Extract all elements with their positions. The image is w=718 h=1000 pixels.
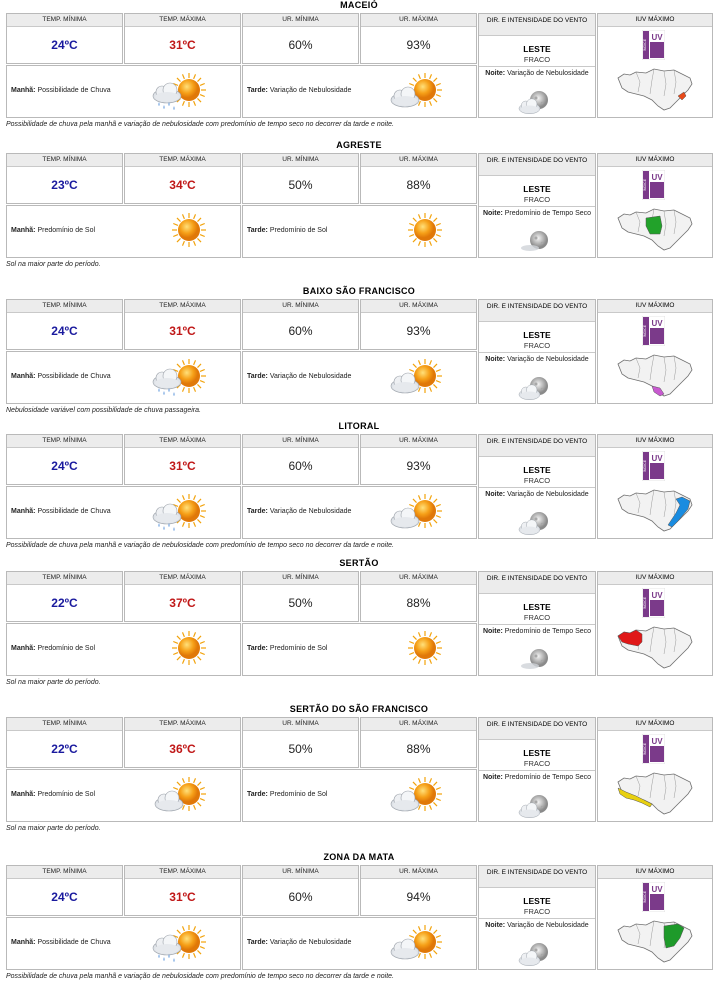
alagoas-map-icon	[616, 487, 694, 533]
afternoon-weather-icon	[387, 630, 447, 670]
afternoon-forecast	[247, 87, 351, 94]
night-forecast	[482, 627, 592, 636]
afternoon-label: Tarde:	[247, 227, 268, 234]
afternoon-forecast	[247, 791, 327, 798]
temp-max-cell	[124, 299, 241, 350]
humidity-min-cell	[242, 865, 359, 916]
afternoon-forecast	[247, 373, 351, 380]
night-icon	[517, 374, 555, 400]
morning-text: Possibilidade de Chuva	[37, 373, 111, 380]
svg-text:ÍNDICE: ÍNDICE	[643, 596, 647, 610]
humidity-max-header: UR. MÁXIMA	[361, 14, 476, 27]
uv-header: IUV MÁXIMO	[598, 866, 712, 879]
afternoon-cell	[242, 769, 477, 822]
temp-min-value: 24ºC	[51, 889, 78, 904]
uv-index-icon	[642, 882, 665, 912]
alagoas-map-icon	[616, 624, 694, 670]
night-text: Predomínio de Tempo Seco	[504, 628, 592, 635]
afternoon-text: Predomínio de Sol	[269, 645, 328, 652]
night-label: Noite:	[482, 210, 503, 217]
morning-text: Predomínio de Sol	[37, 645, 96, 652]
afternoon-text: Variação de Nebulosidade	[269, 508, 352, 515]
svg-text:ÍNDICE: ÍNDICE	[643, 324, 647, 338]
uv-cell	[597, 153, 713, 258]
alagoas-map-icon	[616, 352, 694, 398]
humidity-min-value: 60%	[288, 458, 313, 473]
svg-text:ÍNDICE: ÍNDICE	[643, 38, 647, 52]
humidity-min-value: 60%	[288, 323, 313, 338]
uv-header: IUV MÁXIMO	[598, 300, 712, 313]
svg-text:UV: UV	[651, 173, 663, 182]
afternoon-label: Tarde:	[247, 508, 268, 515]
region-summary: Possibilidade de chuva pela manhã e variação de nebulosidade com predomínio de tempo seco no decorrer da tarde e noite.	[6, 973, 394, 980]
uv-header: IUV MÁXIMO	[598, 718, 712, 731]
wind-night-cell	[478, 299, 596, 404]
morning-label: Manhã:	[11, 227, 36, 234]
temp-max-header: TEMP. MÁXIMA	[125, 572, 240, 585]
region-title: LITORAL	[338, 421, 380, 431]
temp-max-value: 37ºC	[169, 595, 196, 610]
humidity-max-cell	[360, 434, 477, 485]
wind-direction: LESTE	[523, 330, 551, 340]
humidity-min-value: 60%	[288, 37, 313, 52]
humidity-min-header: UR. MÍNIMA	[243, 866, 358, 879]
wind-direction: LESTE	[523, 748, 551, 758]
wind-direction: LESTE	[523, 602, 551, 612]
afternoon-label: Tarde:	[247, 645, 268, 652]
afternoon-cell	[242, 205, 477, 258]
afternoon-weather-icon	[387, 493, 447, 533]
wind-direction: LESTE	[523, 465, 551, 475]
morning-label: Manhã:	[11, 508, 36, 515]
wind-night-cell	[478, 717, 596, 822]
night-text: Predomínio de Tempo Seco	[504, 774, 592, 781]
wind-direction: LESTE	[523, 896, 551, 906]
svg-text:ÍNDICE: ÍNDICE	[643, 459, 647, 473]
svg-text:ÍNDICE: ÍNDICE	[643, 178, 647, 192]
morning-cell	[6, 65, 241, 118]
humidity-max-header: UR. MÁXIMA	[361, 154, 476, 167]
region-summary: Sol na maior parte do período.	[6, 679, 101, 686]
uv-header: IUV MÁXIMO	[598, 154, 712, 167]
afternoon-label: Tarde:	[247, 939, 268, 946]
night-label: Noite:	[485, 70, 506, 77]
svg-text:UV: UV	[651, 454, 663, 463]
morning-label: Manhã:	[11, 87, 36, 94]
temp-min-value: 24ºC	[51, 458, 78, 473]
humidity-max-value: 93%	[406, 37, 431, 52]
night-forecast	[482, 773, 592, 782]
svg-text:UV: UV	[651, 33, 663, 42]
wind-intensity: FRACO	[523, 613, 551, 622]
wind-header: DIR. E INTENSIDADE DO VENTO	[479, 866, 595, 888]
afternoon-weather-icon	[387, 212, 447, 252]
humidity-min-cell	[242, 717, 359, 768]
wind-header: DIR. E INTENSIDADE DO VENTO	[479, 572, 595, 594]
afternoon-forecast	[247, 939, 351, 946]
wind-night-cell	[478, 434, 596, 539]
afternoon-label: Tarde:	[247, 87, 268, 94]
uv-cell	[597, 434, 713, 539]
morning-cell	[6, 623, 241, 676]
afternoon-label: Tarde:	[247, 373, 268, 380]
morning-weather-icon	[151, 358, 211, 398]
afternoon-weather-icon	[387, 72, 447, 112]
night-text: Variação de Nebulosidade	[507, 356, 589, 363]
wind-night-cell	[478, 571, 596, 676]
temp-min-header: TEMP. MÍNIMA	[7, 866, 122, 879]
uv-index-icon	[642, 588, 665, 618]
afternoon-weather-icon	[387, 776, 447, 816]
humidity-min-cell	[242, 571, 359, 622]
svg-text:UV: UV	[651, 737, 663, 746]
wind-direction: LESTE	[523, 44, 551, 54]
temp-max-cell	[124, 153, 241, 204]
morning-weather-icon	[151, 776, 211, 816]
uv-header: IUV MÁXIMO	[598, 572, 712, 585]
night-label: Noite:	[485, 491, 506, 498]
afternoon-weather-icon	[387, 358, 447, 398]
alagoas-map-icon	[616, 206, 694, 252]
temp-min-header: TEMP. MÍNIMA	[7, 14, 122, 27]
region-title: SERTÃO	[339, 558, 379, 568]
temp-min-header: TEMP. MÍNIMA	[7, 572, 122, 585]
region-title: SERTÃO DO SÃO FRANCISCO	[289, 704, 429, 714]
humidity-min-value: 50%	[288, 177, 313, 192]
region-summary: Possibilidade de chuva pela manhã e variação de nebulosidade com predomínio de tempo seco no decorrer da tarde e noite.	[6, 121, 394, 128]
uv-header: IUV MÁXIMO	[598, 435, 712, 448]
region-title: AGRESTE	[336, 140, 382, 150]
wind-intensity: FRACO	[523, 341, 551, 350]
temp-max-value: 31ºC	[169, 37, 196, 52]
morning-forecast	[11, 645, 95, 652]
alagoas-map-icon	[616, 66, 694, 112]
wind-direction: LESTE	[523, 184, 551, 194]
region-summary: Nebulosidade variável com possibilidade de chuva passageira.	[6, 407, 201, 414]
night-text: Predomínio de Tempo Seco	[504, 210, 592, 217]
temp-max-value: 34ºC	[169, 177, 196, 192]
morning-label: Manhã:	[11, 645, 36, 652]
uv-cell	[597, 717, 713, 822]
temp-max-cell	[124, 434, 241, 485]
humidity-min-header: UR. MÍNIMA	[243, 718, 358, 731]
morning-forecast	[11, 87, 111, 94]
afternoon-text: Variação de Nebulosidade	[269, 87, 352, 94]
svg-text:UV: UV	[651, 319, 663, 328]
night-label: Noite:	[482, 628, 503, 635]
humidity-max-value: 88%	[406, 741, 431, 756]
night-label: Noite:	[482, 774, 503, 781]
morning-weather-icon	[151, 212, 211, 252]
temp-max-header: TEMP. MÁXIMA	[125, 866, 240, 879]
wind-night-cell	[478, 13, 596, 118]
morning-label: Manhã:	[11, 373, 36, 380]
uv-cell	[597, 571, 713, 676]
temp-min-header: TEMP. MÍNIMA	[7, 300, 122, 313]
region-summary: Possibilidade de chuva pela manhã e variação de nebulosidade com predomínio de tempo seco no decorrer da tarde e noite.	[6, 542, 394, 549]
region-title: BAIXO SÃO FRANCISCO	[302, 286, 416, 296]
wind-intensity: FRACO	[523, 759, 551, 768]
humidity-min-cell	[242, 13, 359, 64]
temp-min-cell	[6, 571, 123, 622]
morning-cell	[6, 917, 241, 970]
humidity-max-cell	[360, 865, 477, 916]
wind-header: DIR. E INTENSIDADE DO VENTO	[479, 300, 595, 322]
temp-min-cell	[6, 865, 123, 916]
alagoas-map-icon	[616, 770, 694, 816]
humidity-min-header: UR. MÍNIMA	[243, 154, 358, 167]
temp-min-cell	[6, 717, 123, 768]
uv-cell	[597, 13, 713, 118]
night-forecast	[482, 921, 592, 930]
temp-max-cell	[124, 13, 241, 64]
morning-cell	[6, 205, 241, 258]
wind-header: DIR. E INTENSIDADE DO VENTO	[479, 435, 595, 457]
morning-forecast	[11, 939, 111, 946]
morning-text: Predomínio de Sol	[37, 791, 96, 798]
uv-cell	[597, 865, 713, 970]
humidity-max-value: 88%	[406, 595, 431, 610]
region-summary: Sol na maior parte do período.	[6, 825, 101, 832]
morning-forecast	[11, 373, 111, 380]
afternoon-text: Variação de Nebulosidade	[269, 373, 352, 380]
night-icon	[517, 792, 555, 818]
afternoon-cell	[242, 917, 477, 970]
temp-min-value: 23ºC	[51, 177, 78, 192]
temp-max-cell	[124, 865, 241, 916]
afternoon-cell	[242, 65, 477, 118]
morning-text: Possibilidade de Chuva	[37, 508, 111, 515]
wind-intensity: FRACO	[523, 476, 551, 485]
afternoon-forecast	[247, 508, 351, 515]
afternoon-text: Predomínio de Sol	[269, 227, 328, 234]
morning-forecast	[11, 508, 111, 515]
morning-cell	[6, 351, 241, 404]
svg-text:UV: UV	[651, 885, 663, 894]
night-text: Variação de Nebulosidade	[507, 491, 589, 498]
temp-min-value: 24ºC	[51, 323, 78, 338]
night-forecast	[482, 355, 592, 364]
temp-max-cell	[124, 717, 241, 768]
humidity-min-header: UR. MÍNIMA	[243, 572, 358, 585]
temp-min-cell	[6, 434, 123, 485]
night-icon	[517, 228, 555, 254]
wind-intensity: FRACO	[523, 195, 551, 204]
temp-min-value: 22ºC	[51, 595, 78, 610]
temp-max-value: 31ºC	[169, 323, 196, 338]
night-label: Noite:	[485, 922, 506, 929]
uv-index-icon	[642, 734, 665, 764]
uv-index-icon	[642, 451, 665, 481]
temp-min-value: 24ºC	[51, 37, 78, 52]
night-forecast	[482, 490, 592, 499]
wind-intensity: FRACO	[523, 55, 551, 64]
humidity-min-value: 60%	[288, 889, 313, 904]
morning-text: Possibilidade de Chuva	[37, 939, 111, 946]
wind-intensity: FRACO	[523, 907, 551, 916]
humidity-max-cell	[360, 153, 477, 204]
morning-weather-icon	[151, 630, 211, 670]
alagoas-map-icon	[616, 918, 694, 964]
morning-weather-icon	[151, 72, 211, 112]
afternoon-cell	[242, 486, 477, 539]
humidity-max-value: 93%	[406, 323, 431, 338]
humidity-max-header: UR. MÁXIMA	[361, 300, 476, 313]
humidity-min-cell	[242, 434, 359, 485]
svg-text:ÍNDICE: ÍNDICE	[643, 742, 647, 756]
night-text: Variação de Nebulosidade	[507, 70, 589, 77]
morning-weather-icon	[151, 924, 211, 964]
temp-min-cell	[6, 299, 123, 350]
afternoon-label: Tarde:	[247, 791, 268, 798]
morning-text: Possibilidade de Chuva	[37, 87, 111, 94]
humidity-min-cell	[242, 299, 359, 350]
morning-text: Predomínio de Sol	[37, 227, 96, 234]
night-text: Variação de Nebulosidade	[507, 922, 589, 929]
temp-min-header: TEMP. MÍNIMA	[7, 154, 122, 167]
night-forecast	[482, 69, 592, 78]
humidity-min-header: UR. MÍNIMA	[243, 300, 358, 313]
morning-cell	[6, 769, 241, 822]
afternoon-cell	[242, 351, 477, 404]
night-icon	[517, 940, 555, 966]
uv-header: IUV MÁXIMO	[598, 14, 712, 27]
humidity-max-cell	[360, 717, 477, 768]
humidity-max-cell	[360, 299, 477, 350]
night-icon	[517, 88, 555, 114]
wind-header: DIR. E INTENSIDADE DO VENTO	[479, 718, 595, 740]
svg-text:ÍNDICE: ÍNDICE	[643, 890, 647, 904]
temp-max-value: 31ºC	[169, 458, 196, 473]
humidity-min-header: UR. MÍNIMA	[243, 435, 358, 448]
afternoon-text: Predomínio de Sol	[269, 791, 328, 798]
morning-forecast	[11, 791, 95, 798]
wind-night-cell	[478, 153, 596, 258]
temp-max-header: TEMP. MÁXIMA	[125, 154, 240, 167]
wind-night-cell	[478, 865, 596, 970]
temp-max-header: TEMP. MÁXIMA	[125, 14, 240, 27]
humidity-min-value: 50%	[288, 595, 313, 610]
temp-min-cell	[6, 13, 123, 64]
humidity-max-header: UR. MÁXIMA	[361, 866, 476, 879]
humidity-max-header: UR. MÁXIMA	[361, 572, 476, 585]
temp-min-header: TEMP. MÍNIMA	[7, 435, 122, 448]
morning-label: Manhã:	[11, 939, 36, 946]
night-forecast	[482, 209, 592, 218]
afternoon-cell	[242, 623, 477, 676]
humidity-min-header: UR. MÍNIMA	[243, 14, 358, 27]
humidity-max-cell	[360, 571, 477, 622]
temp-max-header: TEMP. MÁXIMA	[125, 435, 240, 448]
afternoon-forecast	[247, 645, 327, 652]
temp-max-value: 31ºC	[169, 889, 196, 904]
uv-cell	[597, 299, 713, 404]
temp-max-header: TEMP. MÁXIMA	[125, 718, 240, 731]
wind-header: DIR. E INTENSIDADE DO VENTO	[479, 154, 595, 176]
morning-forecast	[11, 227, 95, 234]
humidity-min-cell	[242, 153, 359, 204]
night-icon	[517, 509, 555, 535]
temp-min-header: TEMP. MÍNIMA	[7, 718, 122, 731]
uv-index-icon	[642, 316, 665, 346]
night-icon	[517, 646, 555, 672]
humidity-max-header: UR. MÁXIMA	[361, 435, 476, 448]
humidity-max-header: UR. MÁXIMA	[361, 718, 476, 731]
region-summary: Sol na maior parte do período.	[6, 261, 101, 268]
wind-header: DIR. E INTENSIDADE DO VENTO	[479, 14, 595, 36]
humidity-max-value: 88%	[406, 177, 431, 192]
afternoon-forecast	[247, 227, 327, 234]
uv-index-icon	[642, 30, 665, 60]
morning-weather-icon	[151, 493, 211, 533]
humidity-max-value: 93%	[406, 458, 431, 473]
svg-text:UV: UV	[651, 591, 663, 600]
uv-index-icon	[642, 170, 665, 200]
afternoon-text: Variação de Nebulosidade	[269, 939, 352, 946]
temp-min-value: 22ºC	[51, 741, 78, 756]
temp-max-value: 36ºC	[169, 741, 196, 756]
temp-max-header: TEMP. MÁXIMA	[125, 300, 240, 313]
temp-max-cell	[124, 571, 241, 622]
humidity-max-value: 94%	[406, 889, 431, 904]
morning-label: Manhã:	[11, 791, 36, 798]
region-title: MACEIÓ	[340, 0, 378, 10]
temp-min-cell	[6, 153, 123, 204]
region-title: ZONA DA MATA	[323, 852, 395, 862]
humidity-max-cell	[360, 13, 477, 64]
afternoon-weather-icon	[387, 924, 447, 964]
night-label: Noite:	[485, 356, 506, 363]
humidity-min-value: 50%	[288, 741, 313, 756]
morning-cell	[6, 486, 241, 539]
